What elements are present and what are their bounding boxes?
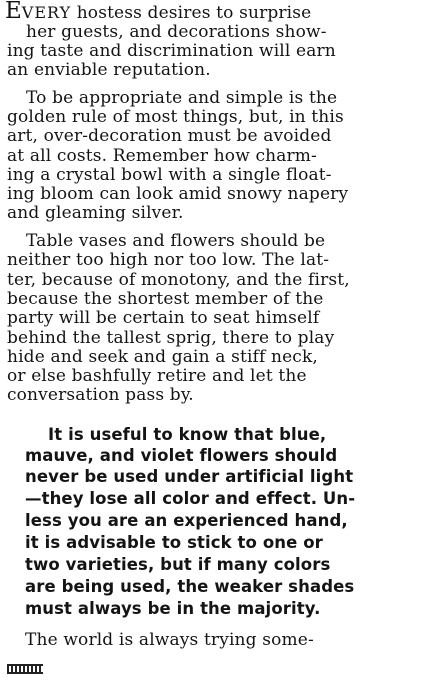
paragraph-3-line-2: neither too high nor too low. The lat-	[7, 250, 330, 270]
paragraph-3-line-3: ter, because of monotony, and the first,	[7, 270, 350, 290]
paragraph-3-line-6: behind the tallest sprig, there to play	[7, 328, 335, 348]
paragraph-3-line-5: party will be certain to seat himself	[7, 308, 320, 328]
paragraph-1-line-2: her guests, and decorations show-	[26, 22, 327, 42]
paragraph-2-line-1: To be appropriate and simple is the	[26, 88, 338, 108]
paragraph-4-line-1: It is useful to know that blue,	[48, 425, 327, 444]
paragraph-5-line-1: The world is always trying some-	[25, 630, 314, 650]
paragraph-3-line-9: conversation pass by.	[7, 385, 194, 405]
paragraph-2-line-4: at all costs. Remember how charm-	[7, 146, 317, 166]
paragraph-3-line-1: Table vases and flowers should be	[26, 231, 326, 251]
paragraph-2-line-5: ing a crystal bowl with a single float-	[7, 165, 332, 185]
paragraph-4-line-9: must always be in the majority.	[25, 599, 321, 618]
paragraph-2-line-2: golden rule of most things, but, in this	[7, 107, 344, 127]
paragraph-1-line-4: an enviable reputation.	[7, 60, 211, 80]
lead-word: VERY	[21, 3, 72, 22]
paragraph-4-line-5: less you are an experienced hand,	[25, 511, 348, 530]
line-text: hostess desires to surprise	[71, 3, 312, 23]
paragraph-4-line-8: are being used, the weaker shades	[25, 577, 355, 596]
paragraph-3-line-4: because the shortest member of the	[7, 289, 324, 309]
paragraph-4-line-2: mauve, and violet flowers should	[25, 446, 338, 465]
paragraph-3-line-7: hide and seek and gain a stiff neck,	[7, 347, 318, 367]
paragraph-1-line-3: ing taste and discrimination will earn	[7, 41, 336, 61]
paragraph-3-line-8: or else bashfully retire and let the	[7, 366, 307, 386]
paragraph-2-line-6: ing bloom can look amid snowy napery	[7, 184, 349, 204]
paragraph-4-line-7: two varieties, but if many colors	[25, 555, 331, 574]
paragraph-4-line-4: —they lose all color and effect. Un-	[25, 489, 356, 508]
paragraph-2-line-3: art, over-decoration must be avoided	[7, 126, 332, 146]
clipped-text-fragment	[7, 664, 43, 674]
paragraph-4-line-3: never be used under artificial light	[25, 467, 354, 486]
drop-cap: E	[5, 0, 22, 24]
paragraph-1-line-1	[5, 2, 311, 23]
paragraph-2-line-7: and gleaming silver.	[7, 203, 184, 223]
paragraph-4-line-6: it is advisable to stick to one or	[25, 533, 323, 552]
